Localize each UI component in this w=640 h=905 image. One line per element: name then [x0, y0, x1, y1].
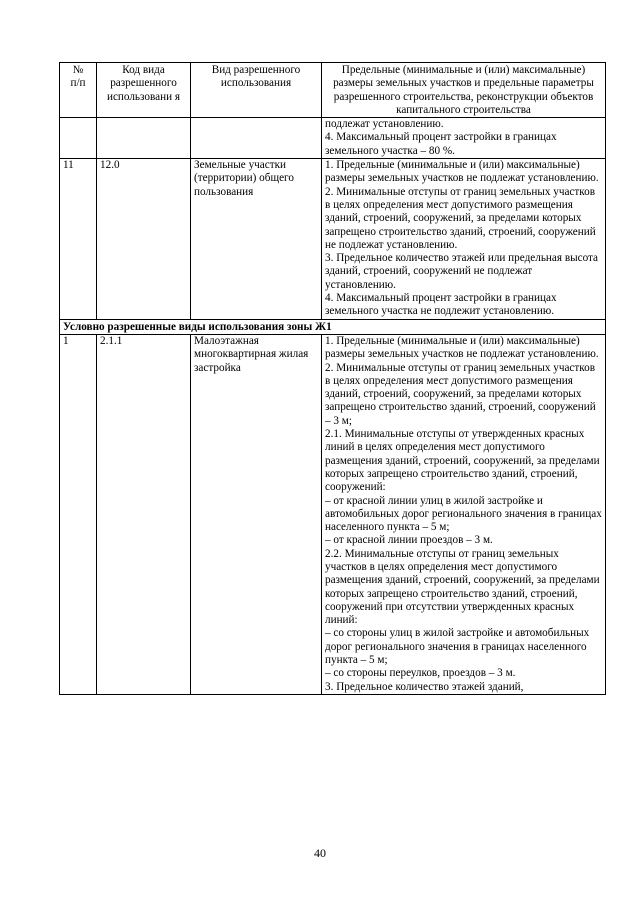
page-number: 40 [314, 846, 326, 860]
table-row [60, 118, 606, 159]
param-paragraph: 2.2. Минимальные отступы от границ земельных участков в целях определения мест допустимого размещения зданий, строений, сооружений, за пределами которых запрещено строительство зданий, строений, сооружений при отсутствии утвержденных красных линий: [325, 547, 600, 627]
param-paragraph: – со стороны улиц в жилой застройке и автомобильных дорог регионального значения в границах населенного пункта – 5 м; [325, 627, 590, 667]
param-paragraph: 3. Предельное количество этажей зданий, [325, 680, 524, 693]
row-params [322, 118, 606, 159]
table-row [60, 334, 606, 694]
param-paragraph: – со стороны переулков, проездов – 3 м. [325, 667, 516, 680]
row-code: 2.1.1 [97, 334, 191, 694]
table-header [60, 63, 606, 118]
row-kind: Земельные участки (территории) общего пользования [191, 159, 322, 320]
param-paragraph: 1. Предельные (минимальные и (или) максимальные) размеры земельных участков не подлежат установлению. [325, 159, 599, 185]
table-row [60, 159, 606, 320]
param-paragraph: – от красной линии проездов – 3 м. [325, 534, 493, 547]
row-kind [191, 118, 322, 159]
row-number: 11 [60, 159, 97, 320]
header-code: Код вида разрешенного использовани я [97, 63, 191, 118]
header-row [60, 63, 606, 118]
param-paragraph: 2.1. Минимальные отступы от утвержденных красных линий в целях определения мест допустимого размещения зданий, строений, сооружений, за пределами которых запрещено строительство зданий, строений, сооружений: [325, 428, 600, 494]
row-number: 1 [60, 334, 97, 694]
section-row [60, 319, 606, 334]
param-paragraph: 2. Минимальные отступы от границ земельных участков в целях определения мест допустимого размещения зданий, строений, сооружений, за пределами которых запрещено строительство зданий, строений, сооружений – 3 м; [325, 361, 596, 427]
row-params [322, 159, 606, 320]
param-paragraph: 4. Максимальный процент застройки в границах земельного участка не подлежит установлению. [325, 292, 557, 318]
param-paragraph: 3. Предельное количество этажей или предельная высота зданий, строений, сооружений не подлежат установлению. [325, 252, 599, 291]
param-paragraph: подлежат установлению. [325, 118, 444, 131]
header-kind: Вид разрешенного использования [191, 63, 322, 118]
param-paragraph: – от красной линии улиц в жилой застройке и автомобильных дорог регионального значения в границах населенного пункта – 5 м; [325, 494, 602, 534]
row-number [60, 118, 97, 159]
param-paragraph: 2. Минимальные отступы от границ земельных участков в целях определения мест допустимого размещения зданий, строений, сооружений, за пределами которых запрещено строительство зданий, строений, сооружений не подлежат установлению. [325, 185, 596, 251]
land-use-table [59, 62, 606, 695]
row-params [322, 334, 606, 694]
param-paragraph: 1. Предельные (минимальные и (или) максимальные) размеры земельных участков не подлежат установлению. [325, 334, 599, 361]
param-paragraph: 4. Максимальный процент застройки в границах земельного участка – 80 %. [325, 131, 557, 157]
row-code [97, 118, 191, 159]
table-body [60, 118, 606, 695]
header-number: № п/п [60, 63, 97, 118]
row-kind: Малоэтажная многоквартирная жилая застройка [191, 334, 322, 694]
section-title: Условно разрешенные виды использования зоны Ж1 [60, 319, 606, 334]
row-code: 12.0 [97, 159, 191, 320]
header-params: Предельные (минимальные и (или) максимальные) размеры земельных участков и предельные параметры разрешенного строительства, реконструкции объектов капитального строительства [322, 63, 606, 118]
